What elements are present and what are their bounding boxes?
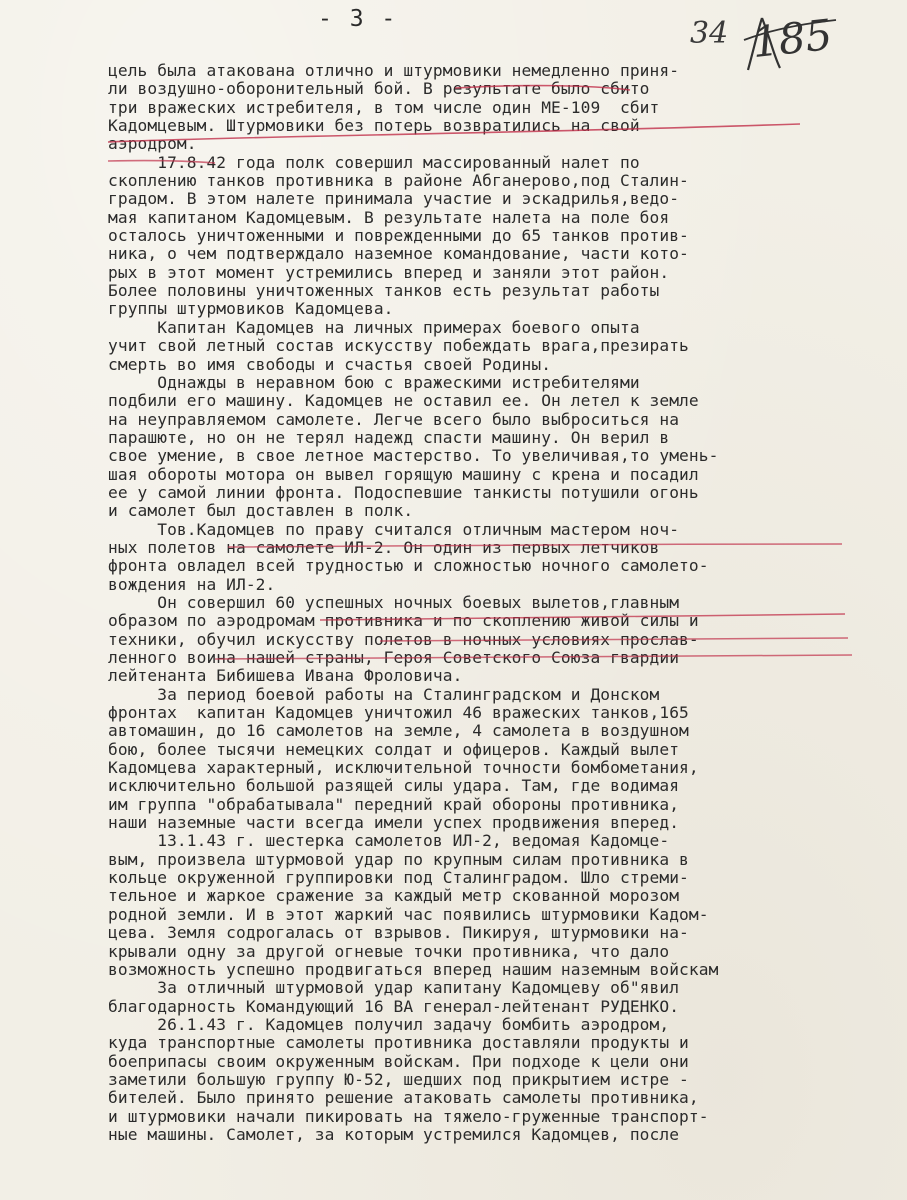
text-line: 26.1.43 г. Кадомцев получил задачу бомбить аэродром, <box>108 1014 670 1034</box>
text-line: осталось уничтоженными и поврежденными до 65 танков против- <box>108 226 689 246</box>
text-line: фронта овладел всей трудностью и сложностью ночного самолето- <box>108 556 709 576</box>
text-line: свое умение, в свое летное мастерство. То увеличивая,то умень- <box>108 446 719 466</box>
text-line: тельное и жаркое сражение за каждый метр скованной морозом <box>108 886 680 906</box>
text-line: градом. В этом налете принимала участие и эскадрилья,ведо- <box>108 189 680 209</box>
text-line: мая капитаном Кадомцевым. В результате налета на поле боя <box>108 207 670 227</box>
text-line: Однажды в неравном бою с вражескими истребителями <box>108 372 640 392</box>
text-line: им группа "обрабатывала" передний край обороны противника, <box>108 794 680 814</box>
text-line: Тов.Кадомцев по праву считался отличным мастером ноч- <box>108 519 680 539</box>
text-line: Он совершил 60 успешных ночных боевых вылетов,главным <box>108 592 680 612</box>
archive-folio-number: 34 <box>690 16 729 51</box>
text-line: скоплению танков противника в районе Абганерово,под Сталин- <box>108 171 689 191</box>
body-text <box>108 62 858 1144</box>
text-line: фронтах капитан Кадомцев уничтожил 46 вражеских танков,165 <box>108 703 689 723</box>
text-line: на неуправляемом самолете. Легче всего было выброситься на <box>108 409 680 429</box>
text-line: наши наземные части всегда имели успех продвижения вперед. <box>108 813 680 833</box>
text-line: исключительно большой разящей силы удара. Там, где водимая <box>108 776 680 796</box>
text-line: ли воздушно-оборонительный бой. В результате было сбито <box>108 79 650 99</box>
text-line: 17.8.42 года полк совершил массированный налет по <box>108 152 640 172</box>
text-line: ных полетов на самолете ИЛ-2. Он один из первых летчиков <box>108 537 660 557</box>
archive-folio-number-2: 185 <box>749 9 835 68</box>
text-line: цева. Земля содрогалась от взрывов. Пикируя, штурмовики на- <box>108 923 689 943</box>
text-line: За период боевой работы на Сталинградском и Донском <box>108 684 660 704</box>
text-line: бителей. Было принято решение атаковать самолеты противника, <box>108 1088 699 1108</box>
text-line: куда транспортные самолеты противника доставляли продукты и <box>108 1033 689 1053</box>
text-line: и штурмовики начали пикировать на тяжело-груженные транспорт- <box>108 1106 709 1126</box>
text-line: автомашин, до 16 самолетов на земле, 4 самолета в воздушном <box>108 721 689 741</box>
text-line: ника, о чем подтверждало наземное командование, части кото- <box>108 244 689 264</box>
text-line: крывали одну за другой огневые точки противника, что дало <box>108 941 670 961</box>
text-line: три вражеских истребителя, в том числе один МЕ-109 сбит <box>108 97 660 117</box>
text-line: вождения на ИЛ-2. <box>108 574 276 594</box>
text-line: вым, произвела штурмовой удар по крупным силам противника в <box>108 849 689 869</box>
page-number: - 3 - <box>318 6 398 32</box>
text-line: Капитан Кадомцев на личных примерах боевого опыта <box>108 317 640 337</box>
text-line: возможность успешно продвигаться вперед нашим наземным войскам <box>108 959 719 979</box>
text-line: аэродром. <box>108 134 197 154</box>
text-line: цель была атакована отлично и штурмовики немедленно приня- <box>108 61 680 80</box>
text-line: учит свой летный состав искусству побеждать врага,презирать <box>108 336 689 356</box>
text-line: Более половины уничтоженных танков есть результат работы <box>108 281 660 301</box>
text-line: смерть во имя свободы и счастья своей Родины. <box>108 354 552 374</box>
text-line: Кадомцевым. Штурмовики без потерь возвратились на свой <box>108 116 640 136</box>
text-line: бою, более тысячи немецких солдат и офицеров. Каждый вылет <box>108 739 680 759</box>
text-line: заметили большую группу Ю-52, шедших под прикрытием истре - <box>108 1069 689 1089</box>
text-line: шая обороты мотора он вывел горящую машину с крена и посадил <box>108 464 699 484</box>
text-line: ленного воина нашей страны, Героя Советского Союза гвардии <box>108 648 680 667</box>
text-line: За отличный штурмовой удар капитану Кадомцеву об"явил <box>108 978 680 998</box>
text-line: кольце окруженной группировки под Сталинградом. Шло стреми- <box>108 868 689 888</box>
text-line: Кадомцева характерный, исключительной точности бомбометания, <box>108 758 699 778</box>
text-line: родной земли. И в этот жаркий час появились штурмовики Кадом- <box>108 904 709 924</box>
text-line: благодарность Командующий 16 ВА генерал-лейтенант РУДЕНКО. <box>108 996 680 1016</box>
text-line: техники, обучил искусству полетов в ночных условиях прослав- <box>108 629 699 649</box>
text-line: ные машины. Самолет, за которым устремился Кадомцев, после <box>108 1124 680 1144</box>
text-line: группы штурмовиков Кадомцева. <box>108 299 394 319</box>
text-line: подбили его машину. Кадомцев не оставил ее. Он летел к земле <box>108 391 699 411</box>
text-line: рых в этот момент устремились вперед и заняли этот район. <box>108 262 670 282</box>
text-line: образом по аэродромам противника и по скоплению живой силы и <box>108 611 699 631</box>
text-line: ее у самой линии фронта. Подоспевшие танкисты потушили огонь <box>108 482 699 502</box>
text-line: и самолет был доставлен в полк. <box>108 501 414 521</box>
text-line: парашюте, но он не терял надежд спасти машину. Он верил в <box>108 427 670 447</box>
text-line: 13.1.43 г. шестерка самолетов ИЛ-2, ведомая Кадомце- <box>108 831 670 851</box>
text-line: лейтенанта Бибишева Ивана Фроловича. <box>108 666 463 686</box>
text-line: боеприпасы своим окруженным войскам. При подходе к цели они <box>108 1051 689 1071</box>
